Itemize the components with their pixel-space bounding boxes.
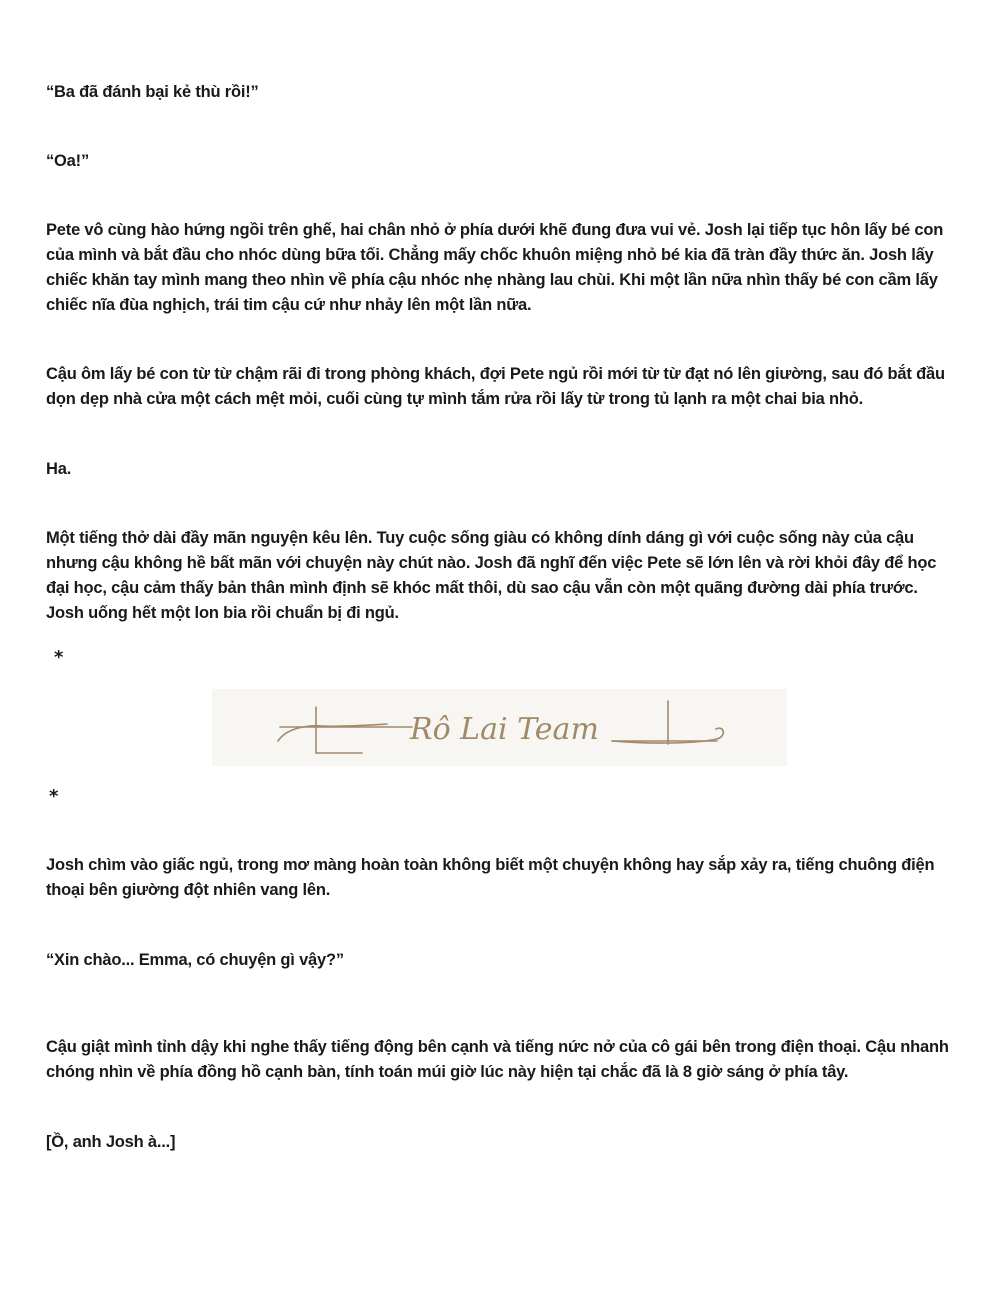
separator-star-top: * bbox=[54, 647, 64, 668]
paragraph-2: “Oa!” bbox=[46, 152, 90, 170]
paragraph-8: “Xin chào... Emma, có chuyện gì vậy?” bbox=[46, 951, 344, 969]
paragraph-6: Một tiếng thở dài đầy mãn nguyện kêu lên. Tuy cuộc sống giàu có không dính dáng gì với cuộc sống này của cậu nhưng cậu không hề bất mãn với chuyện này chút nào. Josh đã nghĩ đến việc Pete sẽ lớn lên và rời khỏi đây để học đại học, cậu cảm thấy bản thân mình định sẽ khóc mất thôi, dù sao cậu vẫn còn một quãng đường dài phía trước. Josh uống hết một lon bia rồi chuẩn bị đi ngủ. bbox=[46, 529, 937, 622]
paragraph-10: [Ồ, anh Josh à...] bbox=[46, 1133, 176, 1151]
team-logo-banner bbox=[212, 689, 787, 766]
paragraph-4: Cậu ôm lấy bé con từ từ chậm rãi đi trong phòng khách, đợi Pete ngủ rồi mới từ từ đạt nó lên giường, sau đó bắt đầu dọn dẹp nhà cửa một cách mệt mỏi, cuối cùng tự mình tắm rửa rồi lấy từ trong tủ lạnh ra một chai bia nhỏ. bbox=[46, 365, 945, 408]
paragraph-5: Ha. bbox=[46, 460, 72, 478]
paragraph-9: Cậu giật mình tỉnh dậy khi nghe thấy tiếng động bên cạnh và tiếng nức nở của cô gái bên trong điện thoại. Cậu nhanh chóng nhìn về phía đồng hồ cạnh bàn, tính toán múi giờ lúc này hiện tại chắc đã là 8 giờ sáng ở phía tây. bbox=[46, 1038, 949, 1081]
paragraph-7: Josh chìm vào giấc ngủ, trong mơ màng hoàn toàn không biết một chuyện không hay sắp xảy ra, tiếng chuông điện thoại bên giường đột nhiên vang lên. bbox=[46, 856, 935, 899]
paragraph-1: “Ba đã đánh bại kẻ thù rồi!” bbox=[46, 83, 259, 101]
team-logo-text: Rô Lai Team bbox=[410, 712, 599, 747]
separator-star-bottom: * bbox=[49, 786, 59, 807]
paragraph-3: Pete vô cùng hào hứng ngồi trên ghế, hai chân nhỏ ở phía dưới khẽ đung đưa vui vẻ. Josh lại tiếp tục hôn lấy bé con của mình và bắt đầu cho nhóc dùng bữa tối. Chẳng mấy chốc khuôn miệng nhỏ bé kia đã tràn đầy thức ăn. Josh lấy chiếc khăn tay mình mang theo nhìn về phía cậu nhóc nhẹ nhàng lau chùi. Khi một lần nữa nhìn thấy bé con cầm lấy chiếc nĩa đùa nghịch, trái tim cậu cứ như nhảy lên một lần nữa. bbox=[46, 221, 944, 314]
team-logo-graphic bbox=[212, 689, 787, 766]
